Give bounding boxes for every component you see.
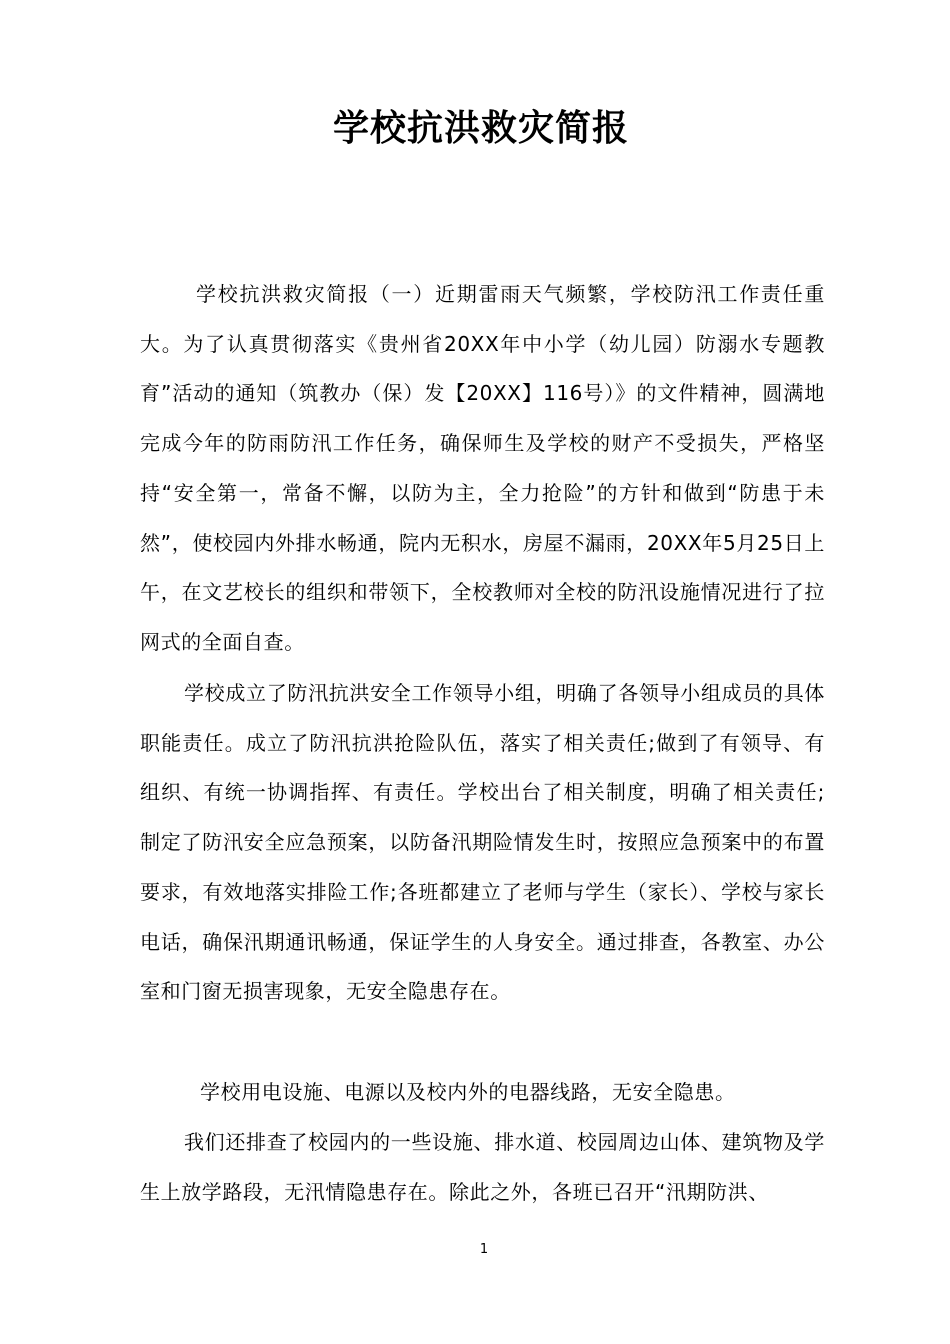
paragraph-facility-inspection: 我们还排查了校园内的一些设施、排水道、校园周边山体、建筑物及学生上放学路段，无汛情隐患存在。除此之外，各班已召开“汛期防洪、 — [140, 1130, 825, 1204]
paragraph-intro: 学校抗洪救灾简报（一）近期雷雨天气频繁，学校防汛工作责任重大。为了认真贯彻落实《贵州省20XX年中小学（幼儿园）防溺水专题教育”活动的通知（筑教办（保）发【20XX】116号）》的文件精神，圆满地完成今年的防雨防汛工作任务，确保师生及学校的财产不受损失，严格坚持“安全第一，常备不懈，以防为主，全力抢险”的方针和做到“防患于未然”，使校园内外排水畅通，院内无积水，房屋不漏雨，20XX年5月25日上午，在文艺校长的组织和带领下，全校教师对全校的防汛设施情况进行了拉网式的全面自查。 — [140, 282, 825, 654]
page-number: 1 — [479, 1242, 489, 1257]
paragraph-leadership-group: 学校成立了防汛抗洪安全工作领导小组，明确了各领导小组成员的具体职能责任。成立了防汛抗洪抢险队伍，落实了相关责任;做到了有领导、有组织、有统一协调指挥、有责任。学校出台了相关制度，明确了相关责任;制定了防汛安全应急预案，以防备汛期险情发生时，按照应急预案中的布置要求，有效地落实排险工作;各班都建立了老师与学生（家长）、学校与家长电话，确保汛期通讯畅通，保证学生的人身安全。通过排查，各教室、办公室和门窗无损害现象，无安全隐患存在。 — [140, 681, 825, 1004]
document-title: 学校抗洪救灾简报 — [332, 108, 629, 149]
paragraph-electrical-safety: 学校用电设施、电源以及校内外的电器线路，无安全隐患。 — [200, 1080, 736, 1104]
